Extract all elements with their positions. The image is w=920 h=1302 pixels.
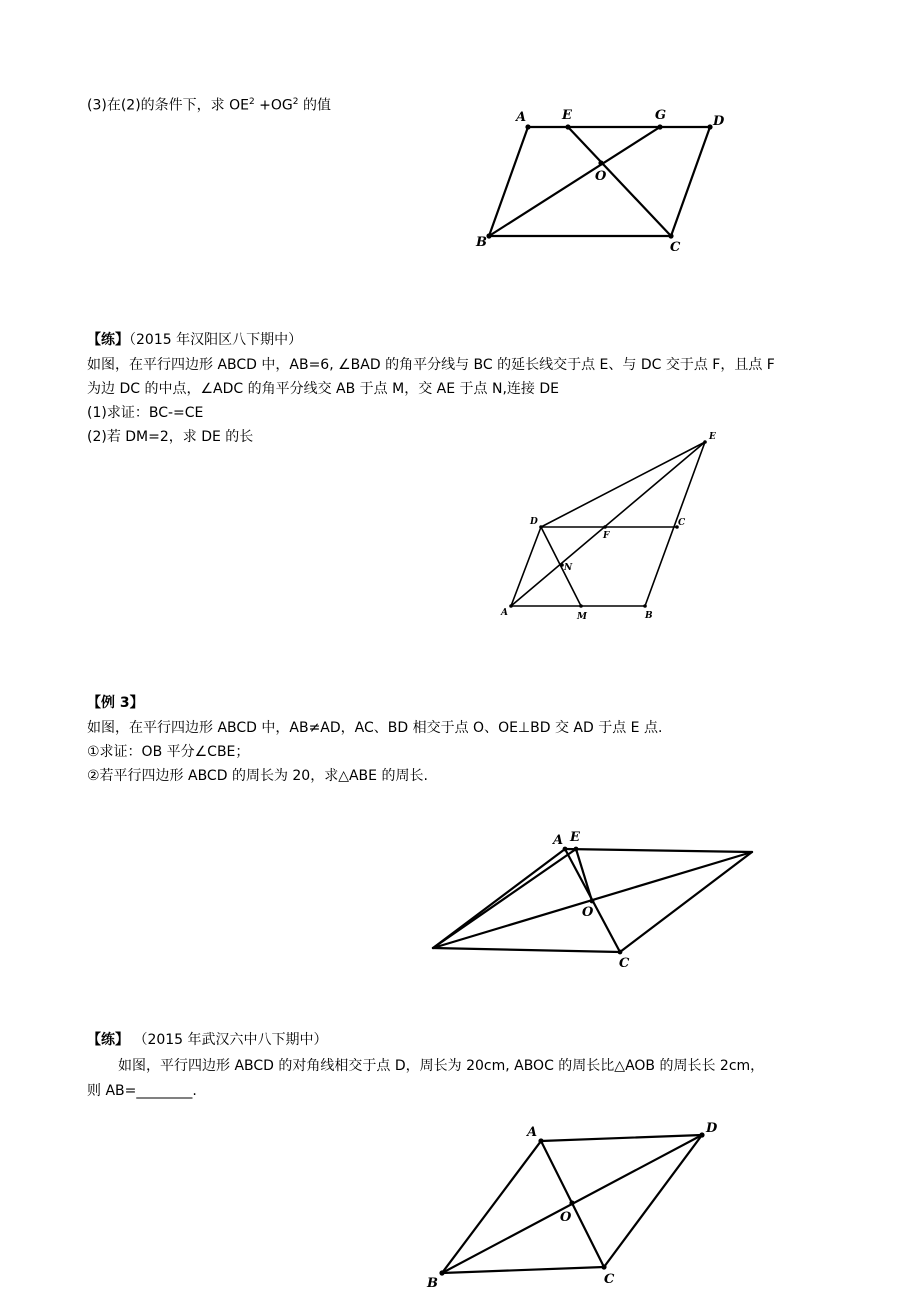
q3-text-mid: +OG <box>254 97 293 114</box>
label-A: A <box>516 110 527 125</box>
practice1-part2: (2)若 DM=2，求 DE 的长 <box>87 429 254 445</box>
label-N: N <box>564 563 573 573</box>
q3-text-post: 的值 <box>298 97 331 114</box>
label-C: C <box>619 956 630 971</box>
label-C: C <box>670 240 681 255</box>
label-A: A <box>501 608 508 618</box>
example3-line1: 如图，在平行四边形 ABCD 中，AB≠AD，AC、BD 相交于点 O、OE⊥BD 交 AD 于点 E 点. <box>87 720 663 736</box>
label-O: O <box>582 905 594 920</box>
example3-tag: 【例 3】 <box>87 695 144 711</box>
label-G: G <box>655 108 667 123</box>
practice1-tag: 【练】 <box>87 332 129 348</box>
label-C: C <box>604 1272 615 1287</box>
label-D: D <box>713 114 725 129</box>
label-E: E <box>709 432 716 442</box>
practice2-source: （2015 年武汉六中八下期中） <box>129 1032 328 1048</box>
label-O: O <box>595 169 607 184</box>
q3-sup-1: 2 <box>248 97 255 107</box>
q3-sup-2: 2 <box>292 97 299 107</box>
label-M: M <box>577 612 587 622</box>
practice1-line1: 如图，在平行四边形 ABCD 中，AB=6, ∠BAD 的角平分线与 BC 的延长线交于点 E、与 DC 交于点 F，且点 F <box>87 357 775 373</box>
q3-text-pre: (3)在(2)的条件下，求 OE <box>87 97 249 114</box>
label-C: C <box>678 518 686 528</box>
practice1-source: （2015 年汉阳区八下期中） <box>129 332 303 348</box>
practice2-line1: 如图，平行四边形 ABCD 的对角线相交于点 D，周长为 20cm, ABOC 的周长比△AOB 的周长长 2cm， <box>118 1058 765 1074</box>
practice1-part1: (1)求证：BC-=CE <box>87 405 204 421</box>
label-F: F <box>603 531 610 541</box>
label-A: A <box>553 833 564 848</box>
example3-line2: ①求证：OB 平分∠CBE； <box>87 744 250 760</box>
example3-line3: ②若平行四边形 ABCD 的周长为 20，求△ABE 的周长. <box>87 768 428 784</box>
label-E: E <box>562 108 572 123</box>
label-B: B <box>476 235 487 250</box>
label-O: O <box>560 1210 572 1225</box>
practice2-tag: 【练】 <box>87 1032 129 1048</box>
practice2-line2: 则 AB=________. <box>87 1083 197 1099</box>
label-B: B <box>427 1276 438 1291</box>
label-D: D <box>706 1121 718 1136</box>
practice1-line2: 为边 DC 的中点，∠ADC 的角平分线交 AB 于点 M，交 AE 于点 N,连接 DE <box>87 381 559 397</box>
label-E: E <box>570 830 580 845</box>
label-A: A <box>527 1125 538 1140</box>
label-B: B <box>645 611 653 621</box>
label-D: D <box>530 517 538 527</box>
